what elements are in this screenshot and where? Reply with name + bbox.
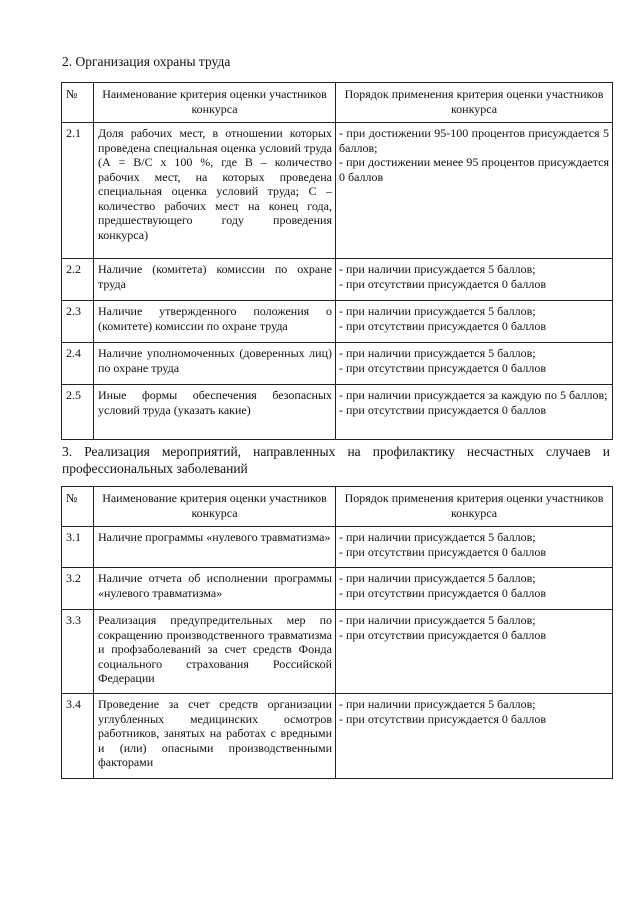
criterion-order — [336, 694, 613, 779]
order-line: - при отсутствии присуждается 0 баллов — [339, 276, 547, 291]
criterion-order — [336, 123, 613, 259]
table-row — [62, 527, 613, 568]
header-criterion-order: Порядок применения критерия оценки участников конкурса — [336, 83, 613, 123]
header-criterion-name: Наименование критерия оценки участников конкурса — [94, 83, 336, 123]
order-line: - при наличии присуждается 5 баллов; — [339, 346, 536, 360]
criterion-name: Наличие уполномоченных (доверенных лиц) по охране труда — [94, 343, 336, 385]
table-row — [62, 301, 613, 343]
table-row — [62, 385, 613, 440]
header-criterion-order: Порядок применения критерия оценки участников конкурса — [336, 487, 613, 527]
section-2-table — [61, 82, 613, 440]
table-row — [62, 568, 613, 610]
table-row — [62, 123, 613, 259]
order-line: - при наличии присуждается 5 баллов; — [339, 304, 536, 318]
order-line: - при отсутствии присуждается 0 баллов — [339, 402, 547, 417]
criterion-order — [336, 259, 613, 301]
section-3-title: 3. Реализация мероприятий, направленных на профилактику несчастных случаев и профессиональных заболеваний — [62, 444, 610, 476]
order-line: - при достижении 95-100 процентов присуждается 5 баллов; — [339, 126, 609, 155]
criterion-order — [336, 610, 613, 694]
criterion-name: Наличие программы «нулевого травматизма» — [94, 527, 336, 568]
criterion-name: Проведение за счет средств организации углубленных медицинских осмотров работников, занятых на работах с вредными и (или) опасными производственными факторами — [94, 694, 336, 779]
order-line: - при достижении менее 95 процентов присуждается 0 баллов — [339, 155, 609, 184]
row-num: 2.3 — [62, 301, 94, 343]
table-row — [62, 694, 613, 779]
section-2-title: 2. Организация охраны труда — [62, 54, 231, 69]
order-line: - при отсутствии присуждается 0 баллов — [339, 711, 547, 726]
criterion-order — [336, 343, 613, 385]
section-3-table — [61, 486, 613, 779]
row-num: 3.2 — [62, 568, 94, 610]
table-row — [62, 259, 613, 301]
order-line: - при наличии присуждается 5 баллов; — [339, 571, 536, 585]
row-num: 2.5 — [62, 385, 94, 440]
criterion-name: Доля рабочих мест, в отношении которых проведена специальная оценка условий труда (А = В/С х 100 %, где В – количество рабочих мест, на которых проведена специальная оценка условий труда; С – количество рабочих мест на конец года, предшествующего году проведения конкурса) — [94, 123, 336, 259]
table-header-row — [62, 83, 613, 123]
table-row — [62, 610, 613, 694]
order-line: - при наличии присуждается 5 баллов; — [339, 697, 536, 711]
order-line: - при отсутствии присуждается 0 баллов — [339, 627, 547, 642]
order-line: - при наличии присуждается 5 баллов; — [339, 530, 536, 544]
table-row — [62, 343, 613, 385]
order-line: - при наличии присуждается за каждую по 5 баллов; — [339, 388, 608, 402]
criterion-name: Наличие (комитета) комиссии по охране труда — [94, 259, 336, 301]
header-num: № — [62, 487, 94, 527]
table-header-row — [62, 487, 613, 527]
row-num: 2.1 — [62, 123, 94, 259]
row-num: 2.4 — [62, 343, 94, 385]
header-num: № — [62, 83, 94, 123]
criterion-name: Наличие утвержденного положения о (комитете) комиссии по охране труда — [94, 301, 336, 343]
criterion-name: Реализация предупредительных мер по сокращению производственного травматизма и профзаболеваний за счет средств Фонда социального страхования Российской Федерации — [94, 610, 336, 694]
row-num: 3.1 — [62, 527, 94, 568]
criterion-name: Наличие отчета об исполнении программы «нулевого травматизма» — [94, 568, 336, 610]
row-num: 2.2 — [62, 259, 94, 301]
criterion-order — [336, 301, 613, 343]
criterion-order — [336, 527, 613, 568]
order-line: - при отсутствии присуждается 0 баллов — [339, 360, 547, 375]
criterion-order — [336, 568, 613, 610]
row-num: 3.3 — [62, 610, 94, 694]
order-line: - при отсутствии присуждается 0 баллов — [339, 318, 547, 333]
order-line: - при наличии присуждается 5 баллов; — [339, 613, 536, 627]
order-line: - при отсутствии присуждается 0 баллов — [339, 585, 547, 600]
header-criterion-name: Наименование критерия оценки участников конкурса — [94, 487, 336, 527]
criterion-order — [336, 385, 613, 440]
order-line: - при наличии присуждается 5 баллов; — [339, 262, 536, 276]
order-line: - при отсутствии присуждается 0 баллов — [339, 544, 547, 559]
row-num: 3.4 — [62, 694, 94, 779]
criterion-name: Иные формы обеспечения безопасных условий труда (указать какие) — [94, 385, 336, 440]
